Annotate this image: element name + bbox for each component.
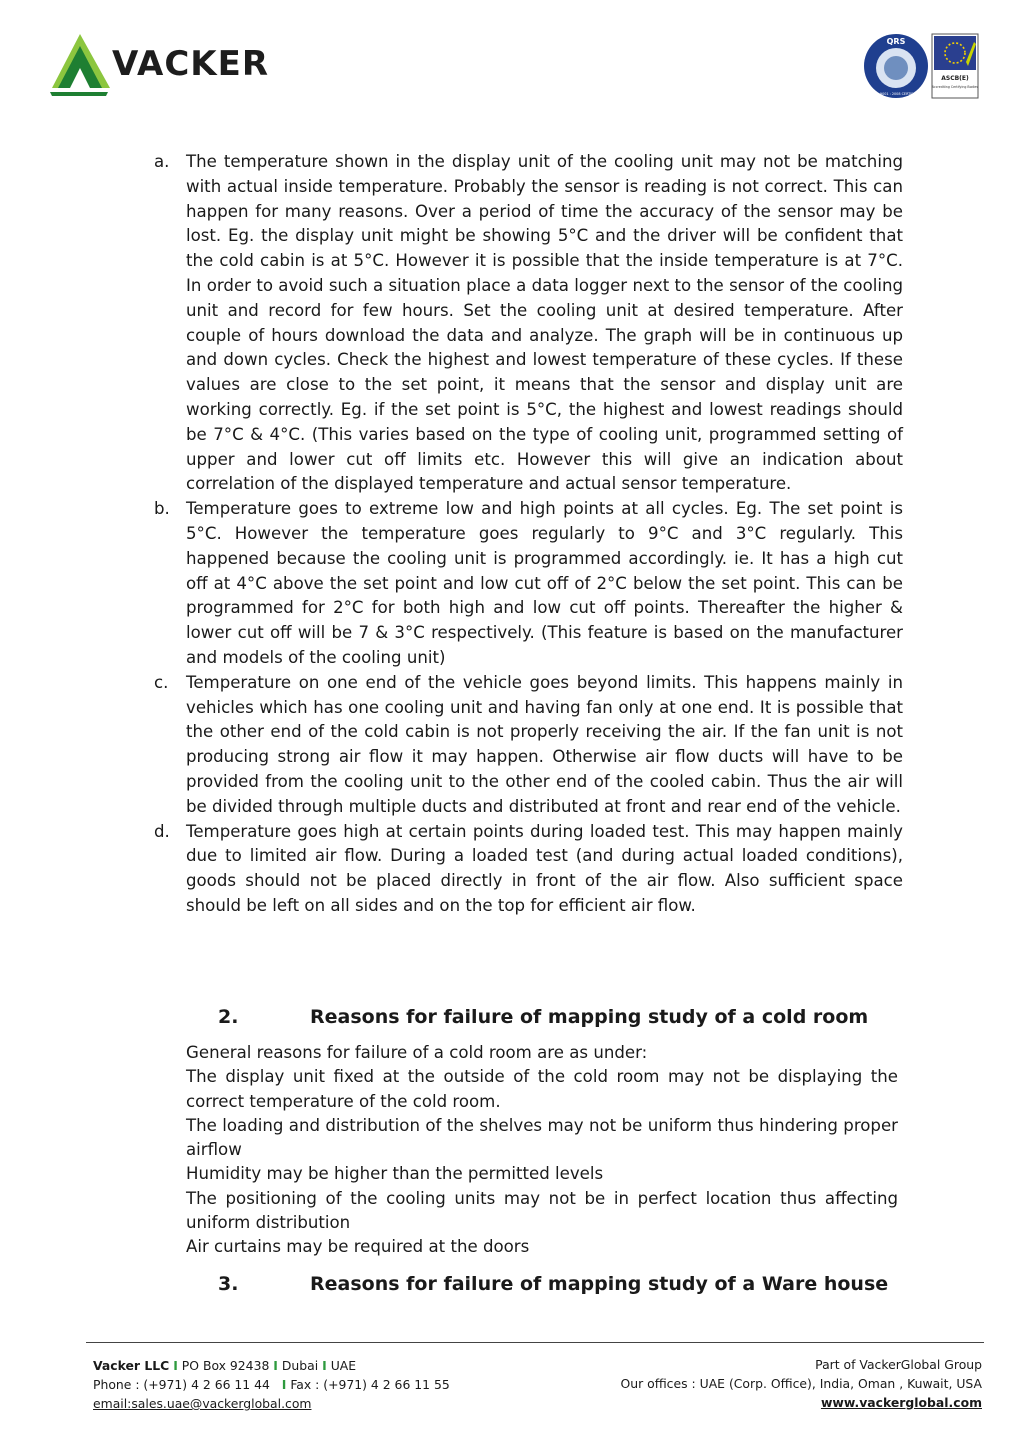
section-title: Reasons for failure of mapping study of a Ware house [310, 1273, 889, 1295]
offices-text: Our offices : UAE (Corp. Office), India, Oman , Kuwait, USA [620, 1376, 982, 1391]
list-item-text: Temperature goes high at certain points during loaded test. This may happen mainly due to limited air flow. During a loaded test (and during actual loaded conditions), goods should not be placed directly in front of the air flow. Also sufficient space should be left on all sides and on the top for efficient air flow. [186, 821, 903, 915]
list-item-letter: a. [154, 152, 170, 171]
group-text: Part of VackerGlobal Group [815, 1357, 982, 1372]
list-item-letter: c. [154, 672, 169, 692]
list-item [148, 820, 903, 919]
list-item-letter: d. [154, 821, 170, 841]
paragraph: The display unit fixed at the outside of the cold room may not be displaying the correct temperature of the cold room. [186, 1067, 898, 1111]
footer-contact [93, 1356, 450, 1413]
paragraph: The positioning of the cooling units may not be in perfect location thus affecting uniform distribution [186, 1188, 898, 1233]
list-item-text: Temperature goes to extreme low and high points at all cycles. Eg. The set point is 5°C. However the temperature goes regularly to 9°C and 3°C regularly. This happened because the cooling unit is programmed accordingly. ie. It has a high cut off at 4°C above the set point and low cut off of 2°C below the set point. This can be programmed for 2°C for both high and low cut off points. Thereafter the higher & lower cut off will be 7 & 3°C respectively. (This feature is based on the manufacturer and models of the cooling unit) [186, 499, 903, 667]
separator: I [322, 1358, 327, 1373]
cert-box-sub: Accrediting Certifying Bodies [931, 85, 979, 89]
list-item [148, 671, 903, 820]
issue-list [148, 150, 903, 919]
cert-box-label: ASCB(E) [941, 75, 969, 82]
separator: I [281, 1377, 287, 1392]
separator: I [173, 1358, 178, 1373]
footer-group-info [620, 1355, 982, 1412]
logo-wordmark: VACKER [112, 44, 270, 84]
paragraph: The loading and distribution of the shelves may not be uniform thus hindering proper airflow [186, 1115, 898, 1160]
paragraph: Air curtains may be required at the doors [186, 1237, 530, 1257]
section-number: 3. [218, 1273, 239, 1295]
email-link[interactable]: email:sales.uae@vackerglobal.com [93, 1396, 312, 1411]
list-item [148, 497, 903, 671]
list-item-letter: b. [154, 499, 170, 519]
website-link[interactable]: www.vackerglobal.com [820, 1395, 982, 1410]
cert-badge-label: QRS [886, 37, 906, 46]
certification-badges-icon [862, 32, 982, 100]
list-item-text: The temperature shown in the display unit of the cooling unit may not be matching with actual inside temperature. Probably the sensor is reading is not correct. This can happen for many reasons. Over a period of time the accuracy of the sensor may be lost. Eg. the display unit might be showing 5°C and the driver will be confident that the cold cabin is at 5°C. However it is possible that the inside temperature is at 7°C. In order to avoid such a situation place a data logger next to the sensor of the cooling unit and record for few hours. Set the cooling unit at desired temperature. After couple of hours download the data and analyze. The graph will be in continuous up and down cycles. Check the highest and lowest temperature of these cycles. If these values are close to the set point, it means that the sensor and display unit are working correctly. Eg. if the set point is 5°C, the highest and lowest readings should be 7°C & 4°C. (This varies based on the type of cooling unit, programmed setting of upper and lower cut off limits etc. However this will give an indication about correlation of the displayed temperature and actual sensor temperature. [186, 152, 903, 494]
cert-badge-bottom: ISO 9001 : 2008 CERTIFIED [873, 92, 919, 96]
fax: Fax : (+971) 4 2 66 11 55 [290, 1377, 450, 1392]
city: Dubai [281, 1358, 319, 1373]
footer-divider [86, 1342, 984, 1343]
list-item [148, 150, 903, 497]
paragraph: General reasons for failure of a cold room are as under: [186, 1043, 648, 1062]
section-title: Reasons for failure of mapping study of a cold room [310, 1006, 869, 1028]
separator: I [273, 1358, 278, 1373]
paragraph: Humidity may be higher than the permitted levels [186, 1164, 604, 1184]
section-2-body [186, 1041, 898, 1260]
section-number: 2. [218, 1006, 239, 1028]
phone: Phone : (+971) 4 2 66 11 44 [93, 1377, 270, 1392]
country: UAE [330, 1358, 357, 1373]
company-name: Vacker LLC [93, 1358, 170, 1373]
po-box: PO Box 92438 [181, 1358, 270, 1373]
list-item-text: Temperature on one end of the vehicle goes beyond limits. This happens mainly in vehicles which has one cooling unit and having fan only at one end. It is possible that the other end of the cold cabin is not properly receiving the air. If the fan unit is not producing strong air flow it may happen. Otherwise air flow ducts will have to be provided from the cooling unit to the other end of the cooled cabin. Thus the air will be divided through multiple ducts and distributed at front and rear end of the vehicle. [186, 672, 903, 816]
